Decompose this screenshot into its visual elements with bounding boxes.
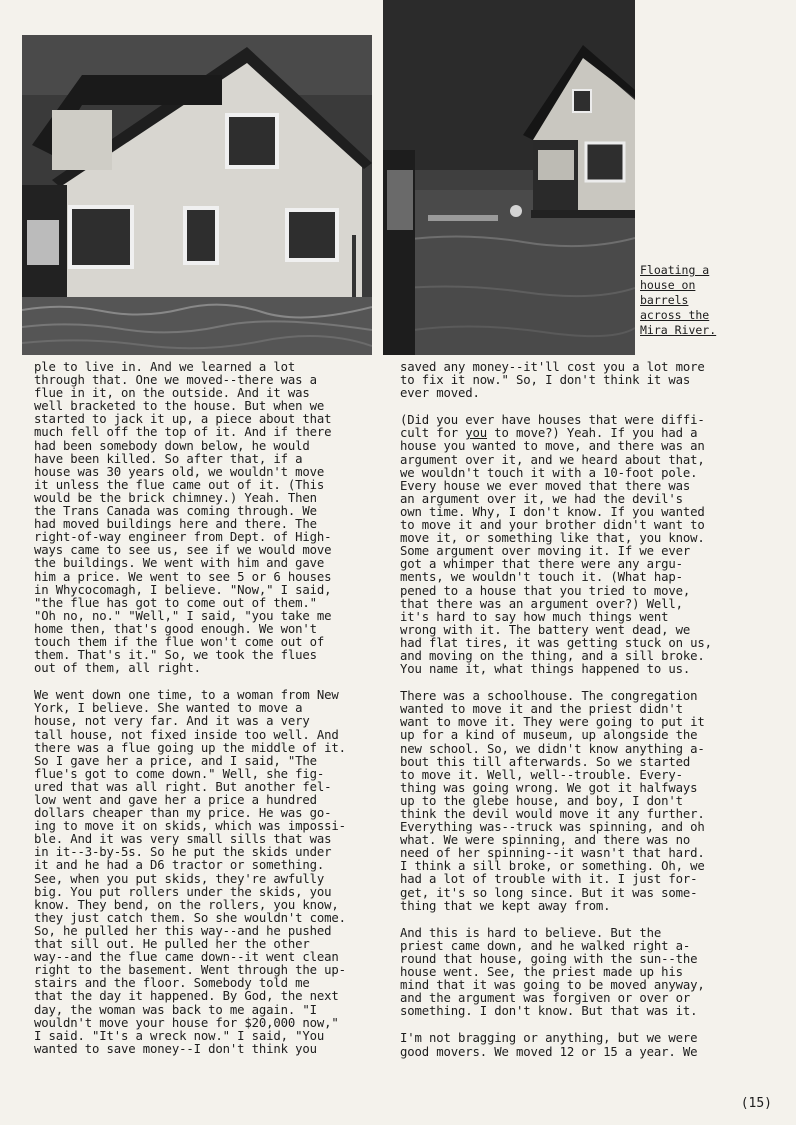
- floating-house-illustration: [383, 0, 635, 355]
- paragraph: I'm not bragging or anything, but we were good movers. We moved 12 or 15 a year. We: [400, 1031, 698, 1059]
- caption-line: Floating a: [640, 263, 710, 277]
- paragraph: And this is hard to believe. But the priest came down, and he walked right a- round that house, going with the sun--the house went. See, the priest made up his mind that it was going to be moved anyway, and the argument was forgiven or over or something. I don't know. But that was it.: [400, 925, 705, 1019]
- caption-line: house on: [640, 278, 696, 292]
- paragraph-segment: cult for: [400, 426, 466, 441]
- caption-line: barrels: [640, 293, 689, 307]
- underlined-word: you: [465, 426, 488, 441]
- paragraph: There was a schoolhouse. The congregation wanted to move it and the priest didn't want to move it. They were going to put it up for a kind of museum, up alongside the new school. So, we didn't know anything a- bout this till afterwards. So we started to move it. Well, well--trouble. Every- thing was going wrong. We got it halfways up to the glebe house, and boy, I don't think the devil would move it any further. Everything was--truck was spinning, and oh what. We were spinning, and there was no need of her spinning--it wasn't that hard. I think a sill broke, or something. Oh, we had a lot of trouble with it. I just for- get, it's so long since. But it was some- thing that we kept away from.: [400, 689, 705, 913]
- photo-flooded-house: [22, 35, 372, 355]
- right-text-column: [400, 361, 760, 1073]
- page-number: (15): [740, 1096, 772, 1111]
- paragraph-segment: house you wanted to move, and there was an argument over it, and we heard about that, we wouldn't touch it with a 10-foot pole. Every house we ever moved that there was an argument over it, we had the devil's own time. Why, I don't know. If you wanted to move it and your brother didn't want to move it, or something like that, you know. Some argument over moving it. If we ever got a whimper that there were any argu- ments, we wouldn't touch it. (What hap- pened to a house that you tried to move, that there was an argument over?) Well, it's hard to say how much things went wrong with it. The battery went dead, we had flat tires, it was getting stuck on us, and moving on the thing, and a sill broke. You name it, what things happened to us.: [400, 439, 712, 677]
- caption-line: across the: [640, 308, 710, 322]
- paragraph: [400, 414, 760, 676]
- paragraph: ple to live in. And we learned a lot through that. One we moved--there was a flue in it, on the outside. And it was well bracketed to the house. But when we started to jack it up, a piece about that much fell off the top of it. And if there had been somebody down below, he would have been killed. So after that, if a house was 30 years old, we wouldn't move it unless the flue came out of it. (This would be the brick chimney.) Yeah. Then the Trans Canada was coming through. We had moved buildings here and there. The right-of-way engineer from Dept. of High- ways came to see us, see if we would move the buildings. We went with him and gave him a price. We went to see 5 or 6 houses in Whycocomagh, I believe. "Now," I said, "the flue has got to come out of them." "Oh no, no." "Well," I said, "you take me home then, that's good enough. We won't touch them if the flue won't come out of them. That's it." So, we took the flues out of them, all right.: [34, 360, 332, 676]
- left-text-column: [34, 361, 384, 1070]
- paragraph-line: (Did you ever have houses that were diffi-: [400, 413, 705, 428]
- paragraph: We went down one time, to a woman from New York, I believe. She wanted to move a house, not very far. And it was a very tall house, not fixed inside too well. And there was a flue going up the middle of it. So I gave her a price, and I said, "The flue's got to come down." Well, she fig- ured that was all right. But another fel- low went and gave her a price a hundred dollars cheaper than my price. He was go- ing to move it on skids, which was impossi- ble. And it was very small sills that was in it--3-by-5s. So he put the skids under it and he had a D6 tractor or something. See, when you put skids, they're awfully big. You put rollers under the skids, you know. They bend, on the rollers, you know, they just catch them. So she wouldn't come. So, he pulled her this way--and he pushed that sill out. He pulled her the other way--and the flue came down--it went clean right to the basement. Went through the up- stairs and the floor. Somebody told me that the day it happened. By God, the next day, the woman was back to me again. "I wouldn't move your house for $20,000 now," I said. "It's a wreck now." I said, "You wanted to save money--I don't think you: [34, 688, 346, 1056]
- photo-floating-house: [383, 0, 635, 355]
- paragraph-segment: to move?) Yeah. If you had a: [487, 426, 698, 441]
- flooded-house-illustration: [22, 35, 372, 355]
- paragraph: saved any money--it'll cost you a lot more to fix it now." So, I don't think it was ever moved.: [400, 360, 705, 401]
- caption-line: Mira River.: [640, 323, 717, 337]
- photo-caption: [640, 263, 718, 338]
